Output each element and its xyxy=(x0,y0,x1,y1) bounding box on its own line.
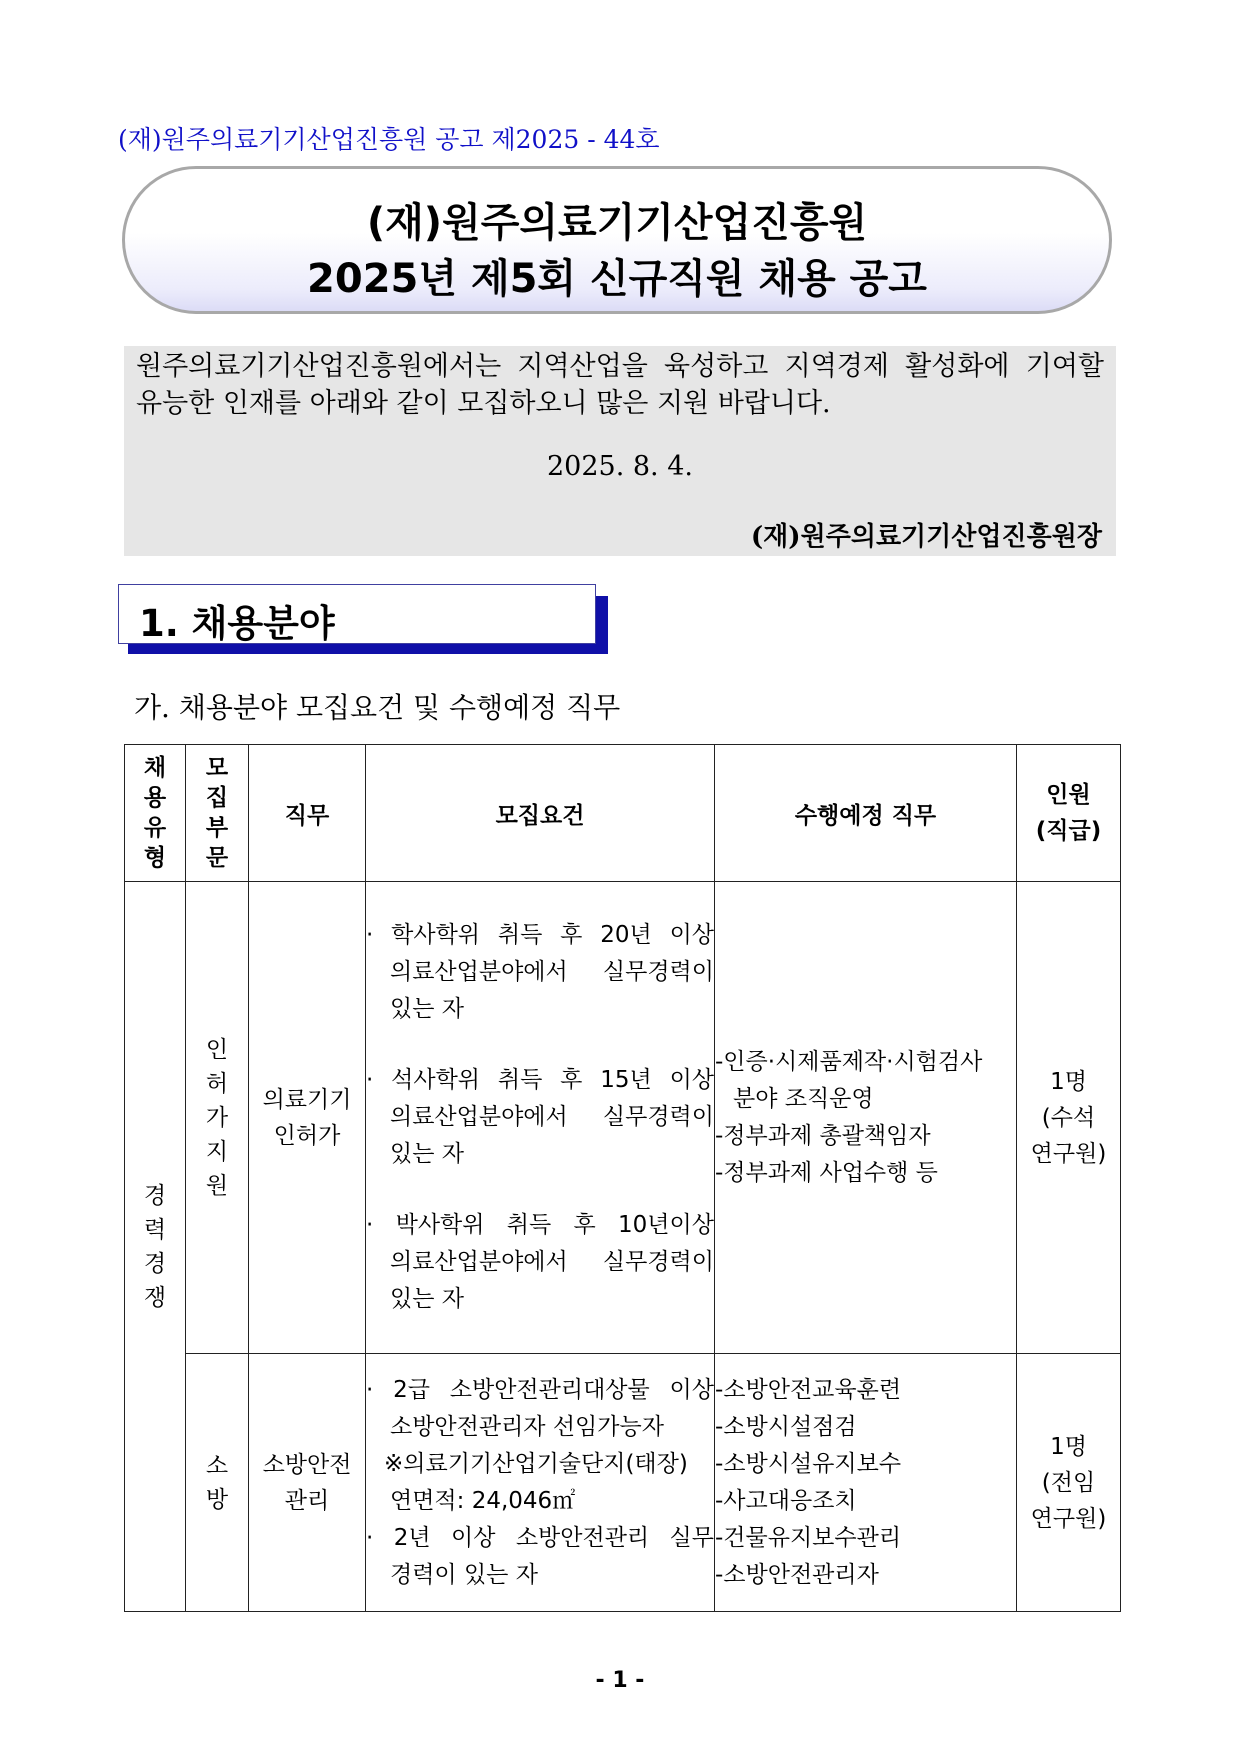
duty-item: -사고대응조치 xyxy=(715,1487,857,1514)
duty-item: -소방시설점검 xyxy=(715,1413,857,1440)
job-cell: 의료기기 인허가 xyxy=(249,882,366,1354)
recruit-type-cell: 경 력 경 쟁 xyxy=(125,882,186,1612)
table-row xyxy=(125,882,1121,1354)
requirements-cell xyxy=(366,1354,715,1612)
intro-line-2: 유능한 인재를 아래와 같이 모집하오니 많은 지원 바랍니다. xyxy=(136,388,831,419)
requirement-item: · 학사학위 취득 후 20년 이상 의료산업분야에서 실무경력이 있는 자 xyxy=(366,922,714,1022)
table-header-row xyxy=(125,745,1121,882)
section-heading: 1. 채용분야 xyxy=(139,602,335,645)
department-cell: 소 방 xyxy=(186,1354,249,1612)
department-cell: 인 허 가 지 원 xyxy=(186,882,249,1354)
requirement-line: 연면적: 24,046㎡ xyxy=(390,1487,576,1514)
header-headcount: 인원 (직급) xyxy=(1017,745,1121,882)
header-recruit-type: 채 용 유 형 xyxy=(125,745,186,882)
header-department: 모 집 부 문 xyxy=(186,745,249,882)
recruitment-table xyxy=(124,744,1121,1612)
requirement-item: · 석사학위 취득 후 15년 이상 의료산업분야에서 실무경력이 있는 자 xyxy=(366,1067,714,1167)
title-line-2: 2025년 제5회 신규직원 채용 공고 xyxy=(307,256,927,302)
job-cell: 소방안전 관리 xyxy=(249,1354,366,1612)
headcount-cell: 1명 (수석 연구원) xyxy=(1017,882,1121,1354)
headcount-cell: 1명 (전임 연구원) xyxy=(1017,1354,1121,1612)
requirement-line: 경력이 있는 자 xyxy=(390,1561,538,1588)
requirement-line: · 2급 소방안전관리대상물 이상 xyxy=(366,1376,714,1403)
duty-item: -소방안전관리자 xyxy=(715,1561,879,1588)
duty-item: -소방안전교육훈련 xyxy=(715,1376,902,1403)
signature: (재)원주의료기기산업진흥원장 xyxy=(750,522,1102,552)
duty-item: -정부과제 사업수행 등 xyxy=(715,1159,938,1186)
notice-date: 2025. 8. 4. xyxy=(547,451,693,482)
requirement-line: 소방안전관리자 선임가능자 xyxy=(390,1413,664,1440)
duty-item: -인증·시제품제작·시험검사 xyxy=(715,1048,983,1075)
title-line-1: (재)원주의료기기산업진흥원 xyxy=(366,200,868,246)
intro-box xyxy=(124,346,1116,556)
duty-item: -건물유지보수관리 xyxy=(715,1524,902,1551)
header-requirements: 모집요건 xyxy=(366,745,715,882)
title-banner xyxy=(122,166,1112,314)
duty-item: 분야 조직운영 xyxy=(733,1085,874,1112)
requirement-line: ※의료기기산업기술단지(태장) xyxy=(384,1450,688,1477)
duty-item: -소방시설유지보수 xyxy=(715,1450,902,1477)
intro-line-1: 원주의료기기산업진흥원에서는 지역산업을 육성하고 지역경제 활성화에 기여할 xyxy=(136,351,1104,382)
duties-cell xyxy=(715,882,1017,1354)
table-row xyxy=(125,1354,1121,1612)
page-number: - 1 - xyxy=(595,1668,645,1693)
requirement-line: · 2년 이상 소방안전관리 실무 xyxy=(366,1524,714,1551)
notice-number: (재)원주의료기기산업진흥원 공고 제2025 - 44호 xyxy=(118,125,660,154)
section-heading-box xyxy=(118,584,596,644)
header-job: 직무 xyxy=(249,745,366,882)
duties-cell xyxy=(715,1354,1017,1612)
subheading: 가. 채용분야 모집요건 및 수행예정 직무 xyxy=(134,691,621,724)
requirement-item: · 박사학위 취득 후 10년이상 의료산업분야에서 실무경력이 있는 자 xyxy=(366,1212,714,1312)
requirements-cell xyxy=(366,882,715,1354)
header-duties: 수행예정 직무 xyxy=(715,745,1017,882)
duty-item: -정부과제 총괄책임자 xyxy=(715,1122,931,1149)
